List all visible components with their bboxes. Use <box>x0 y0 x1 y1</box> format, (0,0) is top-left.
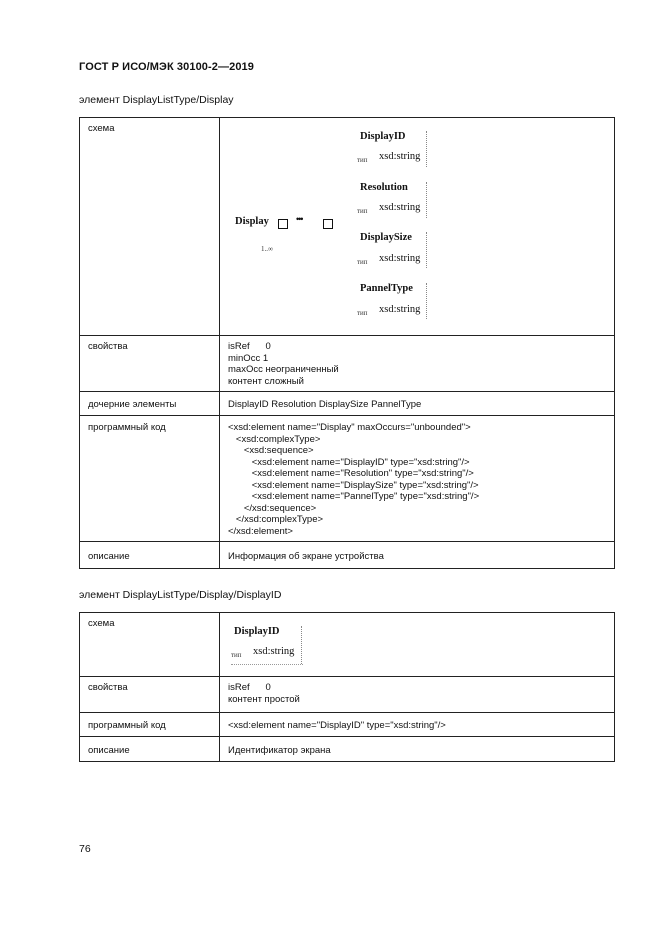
children-value: DisplayID Resolution DisplaySize PannelType <box>220 392 615 416</box>
element-typelabel: тип <box>231 651 242 659</box>
divider-line <box>231 664 303 665</box>
child-type-panneltype: xsd:string <box>379 304 421 315</box>
property-content: контент сложный <box>228 375 304 387</box>
divider-line <box>426 283 427 319</box>
child-name-panneltype: PannelType <box>360 283 413 294</box>
schema-row <box>80 118 615 336</box>
code-line: </xsd:element> <box>228 525 293 537</box>
child-type-displaysize: xsd:string <box>379 253 421 264</box>
code-line: <xsd:element name="DisplaySize" type="xsd:string"/> <box>228 479 479 491</box>
code-row <box>80 416 615 542</box>
description-row <box>80 736 615 761</box>
sequence-connector-icon: ••• <box>296 214 303 224</box>
schema-diagram <box>228 123 606 328</box>
code-line: <xsd:element name="DisplayID" type="xsd:string"/> <box>228 720 446 731</box>
description-value: Информация об экране устройства <box>220 542 615 569</box>
description-label: описание <box>80 542 220 569</box>
code-line: <xsd:sequence> <box>228 445 314 456</box>
properties-label: свойства <box>80 677 220 713</box>
code-line: <xsd:element name="Display" maxOccurs="unbounded"> <box>228 422 471 433</box>
root-box-icon <box>278 219 288 229</box>
child-name-resolution: Resolution <box>360 182 408 193</box>
properties-cell <box>220 677 615 713</box>
schema-diagram <box>228 618 606 670</box>
properties-row <box>80 336 615 392</box>
code-line: </xsd:sequence> <box>228 502 317 514</box>
sequence-box-icon <box>323 219 333 229</box>
property-isref: isRef 0 <box>228 682 271 693</box>
schema-label: схема <box>80 118 220 336</box>
section-title-displayid: элемент DisplayListType/Display/DisplayID <box>79 589 282 601</box>
properties-cell <box>220 336 615 392</box>
divider-line <box>426 232 427 268</box>
property-isref: isRef 0 <box>228 341 271 352</box>
description-row <box>80 542 615 569</box>
element-type: xsd:string <box>253 646 295 657</box>
child-type-displayid: xsd:string <box>379 151 421 162</box>
section-title-display: элемент DisplayListType/Display <box>79 94 234 106</box>
code-line: <xsd:element name="Resolution" type="xsd:string"/> <box>228 468 474 479</box>
child-typelabel-resolution: тип <box>357 207 368 215</box>
divider-line <box>426 182 427 218</box>
child-name-displaysize: DisplaySize <box>360 232 412 243</box>
element-name-displayid: DisplayID <box>234 626 280 637</box>
code-label: программный код <box>80 416 220 542</box>
properties-row <box>80 677 615 713</box>
child-name-displayid: DisplayID <box>360 131 406 142</box>
schema-row <box>80 613 615 677</box>
property-minocc: minOcc 1 <box>228 352 269 364</box>
display-element-table <box>79 117 615 569</box>
children-label: дочерние элементы <box>80 392 220 416</box>
child-typelabel-panneltype: тип <box>357 309 368 317</box>
code-cell <box>220 713 615 737</box>
children-row <box>80 392 615 416</box>
code-cell <box>220 416 615 542</box>
schema-cell <box>220 613 615 677</box>
code-label: программный код <box>80 713 220 737</box>
standard-header: ГОСТ Р ИСО/МЭК 30100-2—2019 <box>79 61 254 73</box>
child-typelabel-displayid: тип <box>357 156 368 164</box>
child-type-resolution: xsd:string <box>379 202 421 213</box>
property-content: контент простой <box>228 693 300 705</box>
code-line: <xsd:complexType> <box>228 433 321 445</box>
properties-label: свойства <box>80 336 220 392</box>
description-label: описание <box>80 736 220 761</box>
root-multiplicity: 1..∞ <box>261 245 273 253</box>
root-element-name: Display <box>235 216 269 227</box>
divider-line <box>426 131 427 167</box>
schema-label: схема <box>80 613 220 677</box>
code-row <box>80 713 615 737</box>
child-typelabel-displaysize: тип <box>357 258 368 266</box>
code-line: <xsd:element name="DisplayID" type="xsd:string"/> <box>228 456 470 468</box>
page-number: 76 <box>79 843 91 855</box>
divider-line <box>301 626 302 664</box>
code-line: </xsd:complexType> <box>228 514 324 525</box>
property-maxocc: maxOcc неограниченный <box>228 364 339 375</box>
description-value: Идентификатор экрана <box>220 736 615 761</box>
schema-cell <box>220 118 615 336</box>
code-line: <xsd:element name="PannelType" type="xsd:string"/> <box>228 491 480 502</box>
displayid-element-table <box>79 612 615 762</box>
